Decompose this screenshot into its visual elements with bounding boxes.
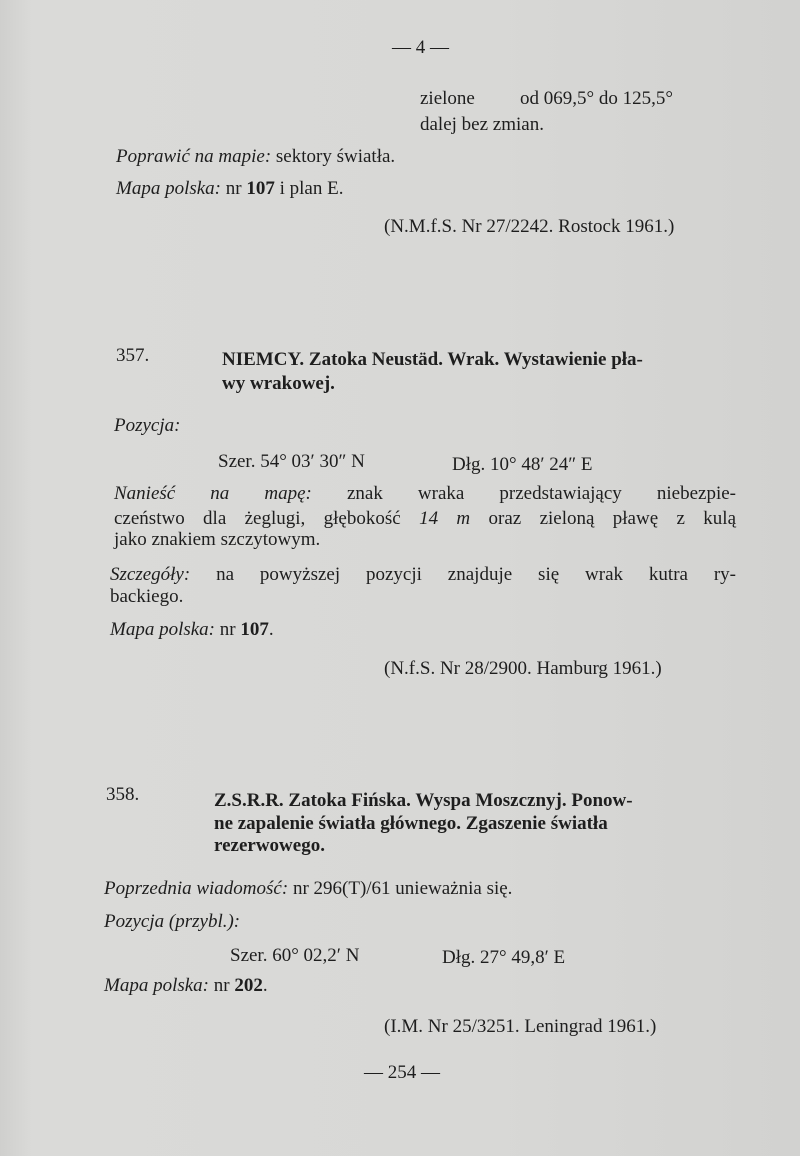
map-label: Mapa polska: <box>104 975 210 996</box>
notice-358-latitude: Szer. 60° 02,2′ N <box>230 945 360 966</box>
correction-label: Poprawić na mapie: <box>116 146 272 167</box>
notice-358-map-line <box>104 974 268 998</box>
notice-358-longitude: Dłg. 27° 49,8′ E <box>442 947 566 968</box>
notice-357-insert-line1 <box>114 482 736 506</box>
notice-358-position-label: Pozycja (przybl.): <box>104 911 241 932</box>
cont-line1-sector: zielone <box>420 88 475 109</box>
notice-357-source: (N.f.S. Nr 28/2900. Hamburg 1961.) <box>384 658 662 679</box>
notice-358-source: (I.M. Nr 25/3251. Leningrad 1961.) <box>384 1016 657 1037</box>
cont-line2: dalej bez zmian. <box>420 114 544 135</box>
notice-358-previous-line <box>104 877 512 901</box>
map-number: 107 <box>240 619 269 640</box>
correction-text: sektory światła. <box>275 146 396 167</box>
notice-357-title-line2: wy wrakowej. <box>222 373 335 394</box>
map-text-pre: nr <box>213 975 230 996</box>
map-text-pre: nr <box>219 619 236 640</box>
cont-map-line <box>116 177 343 201</box>
map-text-post: . <box>268 619 274 640</box>
insert-text2-post: oraz zieloną pławę z kulą <box>488 508 737 529</box>
map-number: 107 <box>246 178 275 199</box>
previous-text: nr 296(T)/61 unieważnia się. <box>292 878 513 899</box>
notice-358-number: 358. <box>106 784 140 805</box>
map-text-post: . <box>262 975 268 996</box>
map-text-pre: nr <box>225 178 242 199</box>
map-label: Mapa polska: <box>110 619 216 640</box>
cont-source: (N.M.f.S. Nr 27/2242. Rostock 1961.) <box>384 216 675 237</box>
header-page-number: — 4 — <box>392 37 449 58</box>
notice-357-title-line1: NIEMCY. Zatoka Neustäd. Wrak. Wystawienie pła- <box>222 349 643 370</box>
map-text-post: i plan E. <box>279 178 344 199</box>
map-label: Mapa polska: <box>116 178 222 199</box>
insert-text2-pre: czeństwo dla żeglugi, głębokość <box>114 508 401 529</box>
details-text1: na powyższej pozycji znajduje się wrak kutra ry- <box>216 564 736 585</box>
notice-357-details-line2: backiego. <box>110 586 184 607</box>
cont-line1-range: od 069,5° do 125,5° <box>520 88 673 109</box>
notice-358-title-line3: rezerwowego. <box>214 835 325 856</box>
notice-357-details-line1 <box>110 563 736 587</box>
cont-correction-line <box>116 145 395 169</box>
insert-label: Nanieść na mapę: <box>114 483 312 504</box>
previous-label: Poprzednia wiadomość: <box>104 878 289 899</box>
notice-357-number: 357. <box>116 345 150 366</box>
map-number: 202 <box>234 975 263 996</box>
notice-358-title-line2: ne zapalenie światła głównego. Zgaszenie światła <box>214 813 608 834</box>
notice-357-map-line <box>110 618 274 642</box>
insert-text1: znak wraka przedstawiający niebezpie- <box>346 483 737 504</box>
notice-357-longitude: Dłg. 10° 48′ 24″ E <box>452 454 593 475</box>
insert-depth: 14 m <box>419 508 471 529</box>
details-label: Szczegóły: <box>110 564 191 585</box>
notice-358-title-line1: Z.S.R.R. Zatoka Fińska. Wyspa Moszcznyj. Ponow- <box>214 790 633 811</box>
notice-357-position-label: Pozycja: <box>114 415 181 436</box>
notice-357-latitude: Szer. 54° 03′ 30″ N <box>218 451 365 472</box>
footer-page-number: — 254 — <box>364 1062 440 1083</box>
notice-357-insert-line3: jako znakiem szczytowym. <box>114 529 321 550</box>
